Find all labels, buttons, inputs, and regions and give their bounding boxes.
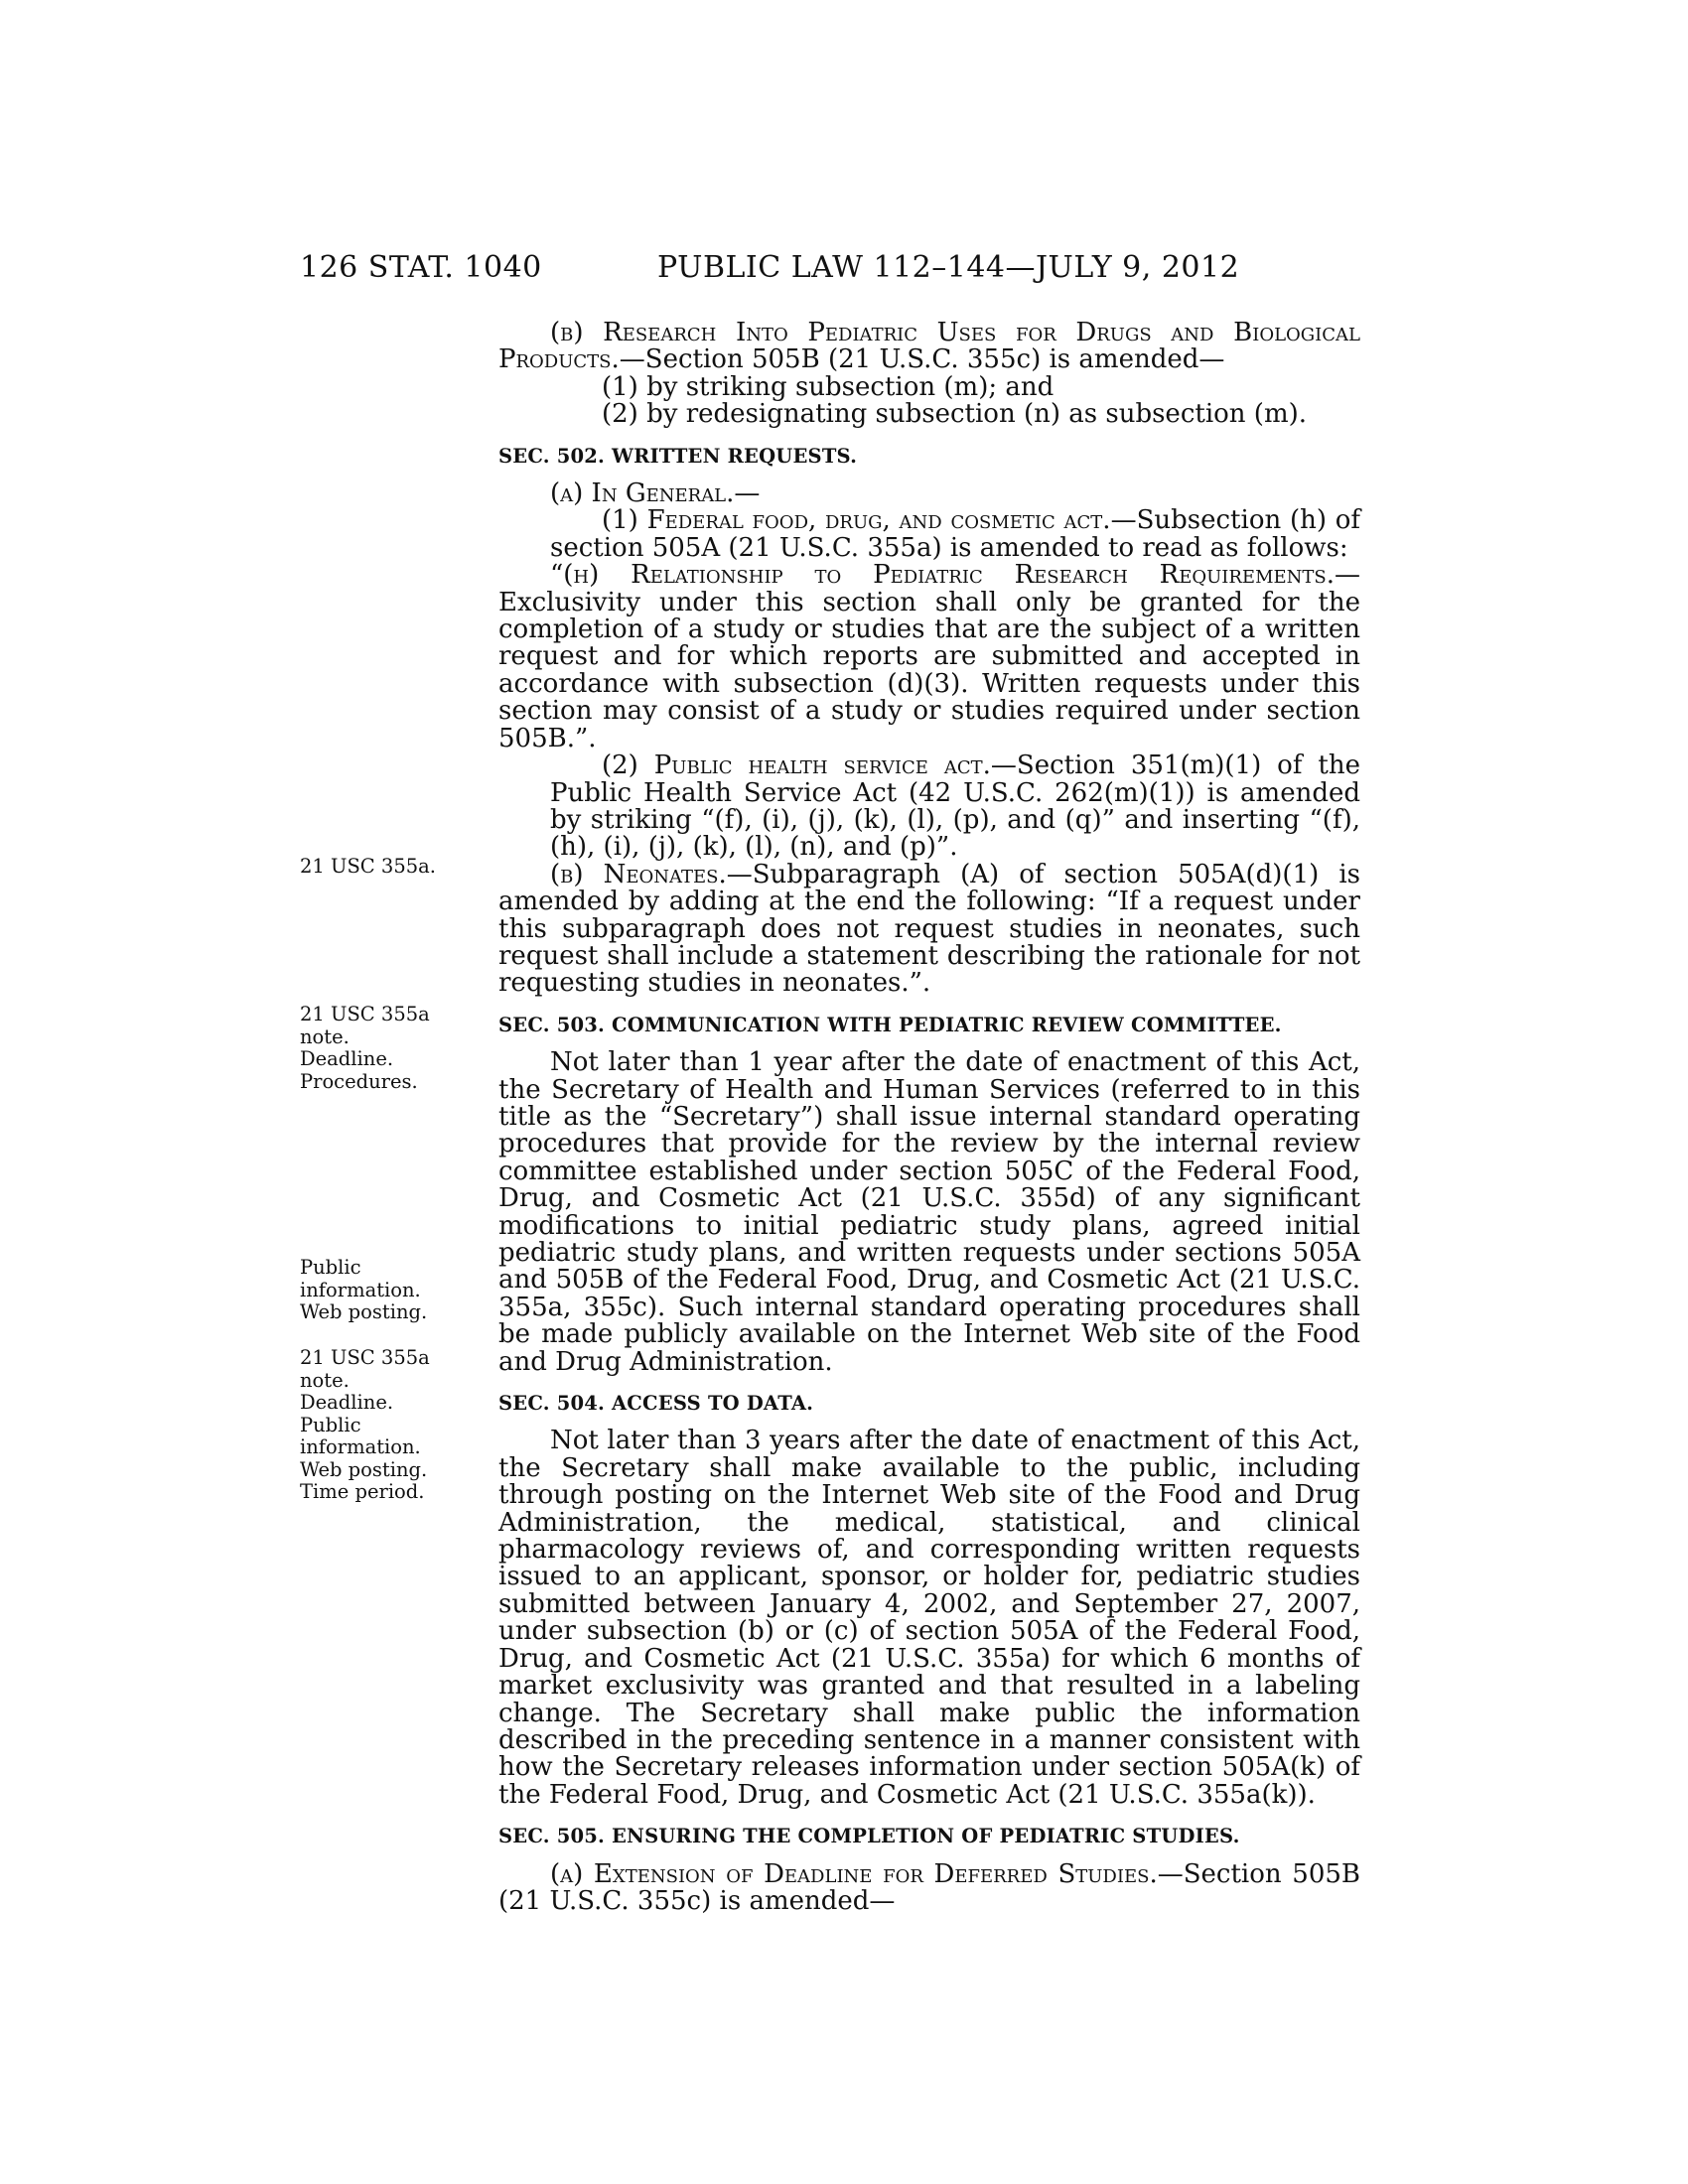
- margin-note-line: 21 USC 355a.: [300, 855, 436, 878]
- paragraph-a-general: [498, 480, 1360, 507]
- paragraph-text: —Subsection (h) of section 505A (21 U.S.C. 355a) is amended to read as follows:: [550, 505, 1360, 563]
- paragraph-heading: (b) Neonates.: [550, 859, 727, 889]
- margin-note-line: 21 USC 355a: [300, 1003, 430, 1025]
- page-reference: 126 STAT. 1040: [300, 250, 542, 285]
- margin-note-line: note.: [300, 1368, 350, 1392]
- paragraph-heading: “(h) Relationship to Pediatric Research Requirements.: [550, 560, 1335, 591]
- margin-note-line: Public: [300, 1413, 361, 1436]
- margin-note-line: information.: [300, 1435, 421, 1458]
- paragraph-text: —Section 505B (21 U.S.C. 355c) is amended—: [619, 344, 1225, 375]
- paragraph-heading: (a) In General.—: [550, 478, 761, 509]
- margin-note-public-info: [300, 1257, 427, 1324]
- paragraph-extension: [498, 1858, 1361, 1916]
- paragraph-text: —Section 505B (21 U.S.C. 355c) is amended—: [498, 1858, 1361, 1916]
- section-heading-503: SEC. 503. COMMUNICATION WITH PEDIATRIC REVIEW COMMITTEE.: [498, 1013, 1282, 1036]
- section-heading-502: SEC. 502. WRITTEN REQUESTS.: [498, 444, 858, 468]
- paragraph-text: —Exclusivity under this section shall only be granted for the completion of a study or studies that are the subject of a written request and for which reports are submitted and accepted in accordance with subsection (d)(3). Written requests under this section may consist of a study or studies required under section 505B.”.: [498, 560, 1360, 753]
- paragraph-heading: (a) Extension of Deadline for Deferred Studies.: [550, 1858, 1158, 1889]
- document-body: [498, 320, 1360, 1915]
- list-item: (1) by striking subsection (m); and: [602, 371, 1055, 402]
- margin-note-line: Web posting.: [300, 1300, 428, 1323]
- paragraph-heading: (1) Federal food, drug, and cosmetic act.: [602, 505, 1111, 536]
- paragraph-heading: (b) Research Into Pediatric Uses for Drugs and Biological Products.: [498, 318, 1360, 375]
- margin-note-sec503: [300, 1004, 430, 1093]
- margin-note-line: Public: [300, 1256, 361, 1279]
- margin-note-line: note.: [300, 1024, 350, 1048]
- paragraph-heading: (2) Public health service act.: [602, 751, 991, 781]
- margin-note-line: Web posting.: [300, 1457, 428, 1481]
- paragraph-b-research: [498, 320, 1360, 374]
- list-item: (2) by redesignating subsection (n) as subsection (m).: [602, 399, 1308, 430]
- section-heading-504: SEC. 504. ACCESS TO DATA.: [498, 1392, 814, 1416]
- margin-note-355a: [300, 856, 436, 879]
- paragraph-text: —Subparagraph (A) of section 505A(d)(1) is amended by adding at the end the following: “If a request under this subparagraph does not request studies in neonates, such request shall include a statement describing the rationale for not requesting studies in neonates.”.: [498, 859, 1360, 999]
- paragraph-quoted-h: [498, 562, 1360, 752]
- paragraph-a2: [498, 752, 1360, 862]
- margin-note-sec504: [300, 1347, 430, 1504]
- running-header-title: PUBLIC LAW 112–144—JULY 9, 2012: [657, 250, 1240, 285]
- paragraph-a1: [498, 507, 1360, 562]
- margin-note-line: 21 USC 355a: [300, 1346, 430, 1369]
- paragraph-b-neonates: [498, 859, 1360, 999]
- margin-note-line: Deadline.: [300, 1391, 394, 1414]
- section-heading-505: SEC. 505. ENSURING THE COMPLETION OF PEDIATRIC STUDIES.: [498, 1825, 1240, 1848]
- margin-note-line: Deadline.: [300, 1047, 394, 1070]
- paragraph-text: —Section 351(m)(1) of the Public Health Service Act (42 U.S.C. 262(m)(1)) is amended by striking “(f), (i), (j), (k), (l), (p), and (q)” and inserting “(f), (h), (i), (j), (k), (l), (n), and (p)”.: [550, 751, 1361, 863]
- margin-note-line: Time period.: [300, 1480, 425, 1503]
- paragraph-sec503: Not later than 1 year after the date of enactment of this Act, the Secretary of Health and Human Services (referred to in this title as the “Secretary”) shall issue internal standard operating procedures that provide for the review by the internal review committee established under section 505C of the Federal Food, Drug, and Cosmetic Act (21 U.S.C. 355d) of any significant modifications to initial pediatric study plans, agreed initial pediatric study plans, and written requests under sections 505A and 505B of the Federal Food, Drug, and Cosmetic Act (21 U.S.C. 355a, 355c). Such internal standard operating procedures shall be made publicly available on the Internet Web site of the Food and Drug Administration.: [498, 1047, 1360, 1377]
- paragraph-sec504: Not later than 3 years after the date of enactment of this Act, the Secretary shall make available to the public, including through posting on the Internet Web site of the Food and Drug Administration, the medical, statistical, and clinical pharmacology reviews of, and corresponding written requests issued to an applicant, sponsor, or holder for, pediatric studies submitted between January 4, 2002, and September 27, 2007, under subsection (b) or (c) of section 505A of the Federal Food, Drug, and Cosmetic Act (21 U.S.C. 355a) for which 6 months of market exclusivity was granted and that resulted in a labeling change. The Secretary shall make public the information described in the preceding sentence in a manner consistent with how the Secretary releases information under section 505A(k) of the Federal Food, Drug, and Cosmetic Act (21 U.S.C. 355a(k)).: [498, 1426, 1360, 1810]
- margin-note-line: information.: [300, 1278, 421, 1301]
- margin-note-line: Procedures.: [300, 1069, 418, 1093]
